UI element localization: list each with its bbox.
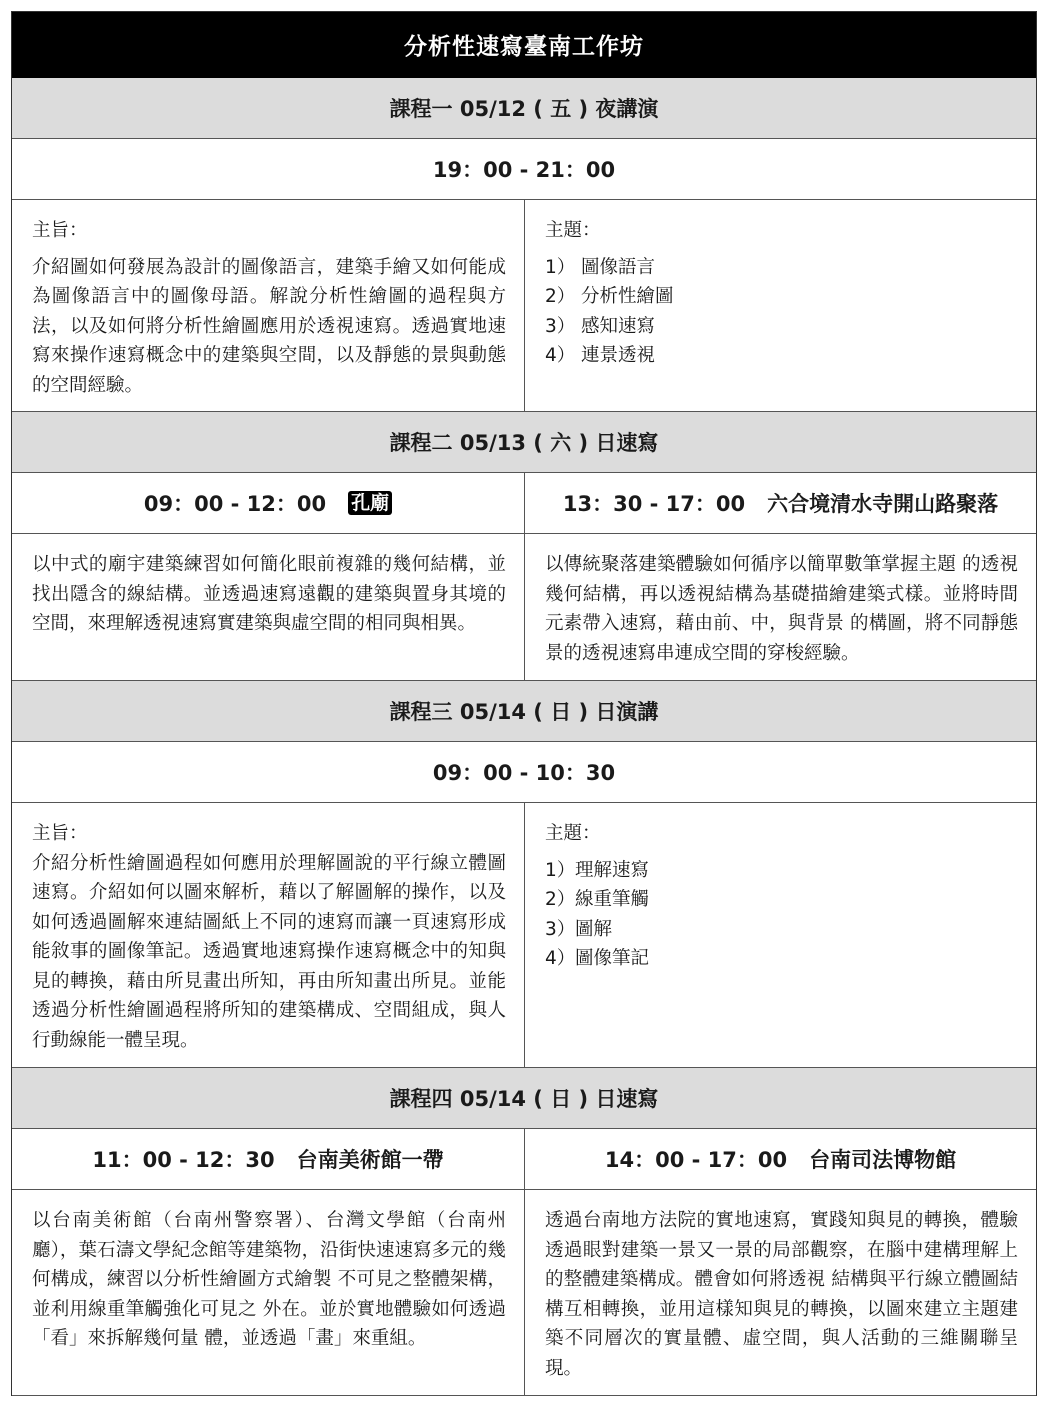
course-3-content xyxy=(12,803,1036,1068)
course-3-time-row xyxy=(12,742,1036,803)
topic-number: 3） xyxy=(545,315,576,337)
topic-item xyxy=(545,856,1018,886)
course-1-topics-label: 主題： xyxy=(545,220,601,241)
course-1-time: 19：00 - 21：00 xyxy=(432,158,616,182)
course-4-morning-time: 11：00 - 12：30 xyxy=(92,1148,275,1172)
course-3-purpose-cell xyxy=(12,803,524,1067)
topic-item xyxy=(545,253,1018,283)
course-2-morning-description: 以中式的廟宇建築練習如何簡化眼前複雜的幾何結構，並找出隱含的線結構。並透過速寫遠觀的建築與置身其境的空間，來理解透視速寫實建築與虛空間的相同與相異。 xyxy=(32,554,506,634)
course-2-morning-session xyxy=(12,473,524,533)
course-3-purpose-text: 介紹分析性繪圖過程如何應用於理解圖說的平行線立體圖速寫。介紹如何以圖來解析，藉以了解圖解的操作，以及如何透過圖解來連結圖紙上不同的速寫而讓一頁速寫形成能敘事的圖像筆記。透過實地速寫操作速寫概念中的知與見的轉換，藉由所見畫出所知，再由所知畫出所見。並能透過分析性繪圖過程將所知的建築構成、空間組成，與人行動線能一體呈現。 xyxy=(32,852,506,1051)
topic-text: 連景透視 xyxy=(581,345,656,366)
course-1-purpose-cell xyxy=(12,200,524,411)
workshop-schedule-table xyxy=(11,11,1037,1396)
course-1-purpose-label: 主旨： xyxy=(32,220,88,241)
course-2-content xyxy=(12,534,1036,681)
course-1-content xyxy=(12,200,1036,412)
course-1-time-row xyxy=(12,139,1036,200)
course-3-topics-label: 主題： xyxy=(545,823,601,844)
topic-text: 感知速寫 xyxy=(581,315,656,337)
course-2-morning-description-cell xyxy=(12,534,524,680)
topic-item xyxy=(545,282,1018,312)
course-4-afternoon-description-cell xyxy=(524,1190,1036,1395)
course-4-afternoon-location: 台南司法博物館 xyxy=(809,1148,957,1172)
topic-number: 2） xyxy=(545,286,576,307)
course-1-title: 課程一 05/12 ( 五 ) 夜講演 xyxy=(389,97,659,121)
course-2-afternoon-description: 以傳統聚落建築體驗如何循序以簡單數筆掌握主題 的透視幾何結構，再以透視結構為基礎描繪建築式樣。並將時間元素帶入速寫，藉由前、中，與背景 的構圖，將不同靜態景的透視速寫串連成空間的穿梭經驗。 xyxy=(545,554,1018,664)
course-2-morning-time: 09：00 - 12：00 xyxy=(143,492,327,516)
course-4-morning-location: 台南美術館一帶 xyxy=(296,1148,444,1172)
topic-text: 圖像筆記 xyxy=(575,948,650,969)
course-4-afternoon-description: 透過台南地方法院的實地速寫，實踐知與見的轉換，體驗透過眼對建築一景又一景的局部觀察，在腦中建構理解上的整體建築構成。體會如何將透視 結構與平行線立體圖結構互相轉換，並用這樣知與見的轉換，以圖來建立主題建築不同層次的實量體、虛空間，與人活動的三維關聯呈現。 xyxy=(545,1210,1018,1379)
course-4-time-row xyxy=(12,1129,1036,1190)
topic-text: 理解速寫 xyxy=(575,859,650,881)
course-4-morning-description: 以台南美術館（台南州警察署）、台灣文學館（台南州廳），葉石濤文學紀念館等建築物，沿街快速速寫多元的幾何構成，練習以分析性繪圖方式繪製 不可見之整體架構，並利用線重筆觸強化可見之 外在。並於實地體驗如何透過「看」來拆解幾何量 體，並透過「畫」來重組。 xyxy=(32,1210,506,1349)
course-4-header xyxy=(12,1068,1036,1129)
course-3-topic-list xyxy=(545,856,1018,974)
topic-text: 線重筆觸 xyxy=(575,889,650,910)
course-3-time: 09：00 - 10：30 xyxy=(432,761,616,785)
course-4-afternoon-session xyxy=(524,1129,1036,1189)
course-2-afternoon-location: 六合境清水寺開山路聚落 xyxy=(767,492,999,516)
topic-item xyxy=(545,341,1018,371)
course-1-header xyxy=(12,78,1036,139)
workshop-title-bar xyxy=(12,12,1036,78)
course-4-morning-session xyxy=(12,1129,524,1189)
topic-number: 3） xyxy=(545,918,576,940)
course-4-afternoon-time: 14：00 - 17：00 xyxy=(604,1148,788,1172)
course-2-afternoon-time: 13：30 - 17：00 xyxy=(562,492,746,516)
course-3-purpose-label: 主旨： xyxy=(32,823,88,844)
course-3-title: 課程三 05/14 ( 日 ) 日演講 xyxy=(389,700,659,724)
course-1-purpose-text: 介紹圖如何發展為設計的圖像語言，建築手繪又如何能成為圖像語言中的圖像母語。解說分析性繪圖的過程與方法，以及如何將分析性繪圖應用於透視速寫。透過實地速寫來操作速寫概念中的建築與空間，以及靜態的景與動態的空間經驗。 xyxy=(32,256,506,396)
topic-text: 圖解 xyxy=(575,918,613,940)
course-4-content xyxy=(12,1190,1036,1396)
topic-text: 圖像語言 xyxy=(581,256,656,278)
course-1-topic-list xyxy=(545,253,1018,371)
course-3-topics-cell xyxy=(524,803,1036,1067)
course-3-header xyxy=(12,681,1036,742)
course-2-header xyxy=(12,412,1036,473)
course-2-title: 課程二 05/13 ( 六 ) 日速寫 xyxy=(389,431,659,455)
topic-number: 4） xyxy=(545,948,576,969)
topic-number: 2） xyxy=(545,889,576,910)
topic-item xyxy=(545,885,1018,915)
course-2-time-row xyxy=(12,473,1036,534)
topic-item xyxy=(545,915,1018,945)
topic-item xyxy=(545,312,1018,342)
topic-number: 1） xyxy=(545,859,576,881)
course-4-morning-description-cell xyxy=(12,1190,524,1395)
workshop-title: 分析性速寫臺南工作坊 xyxy=(404,34,644,60)
course-1-topics-cell xyxy=(524,200,1036,411)
course-2-afternoon-description-cell xyxy=(524,534,1036,680)
topic-number: 1） xyxy=(545,256,576,278)
course-2-afternoon-session xyxy=(524,473,1036,533)
topic-number: 4） xyxy=(545,345,576,366)
topic-item xyxy=(545,944,1018,974)
course-2-morning-location-badge: 孔廟 xyxy=(348,491,392,515)
topic-text: 分析性繪圖 xyxy=(581,286,674,307)
course-4-title: 課程四 05/14 ( 日 ) 日速寫 xyxy=(389,1087,659,1111)
